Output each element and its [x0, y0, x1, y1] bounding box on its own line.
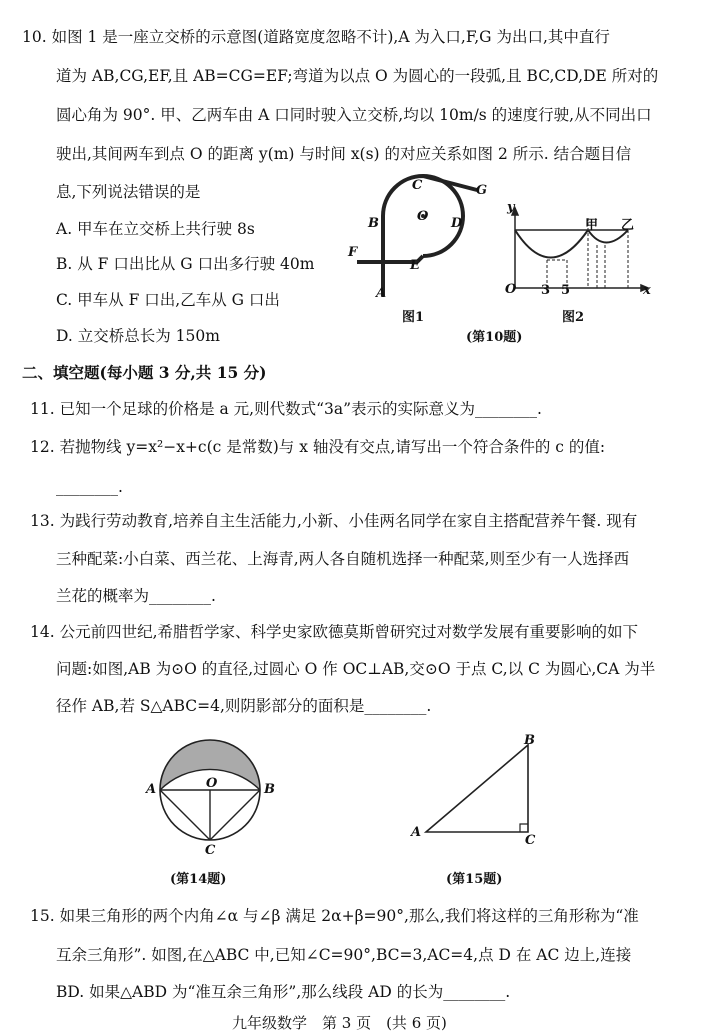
fig1-label-G: G: [476, 183, 488, 198]
q10-option-c: C. 甲车从 F 口出,乙车从 G 口出: [56, 291, 280, 309]
fig2-label-jia: 甲: [585, 218, 599, 233]
q13-line-3: 兰花的概率为________.: [56, 587, 216, 605]
q14-figure: [150, 735, 270, 855]
section-title: 二、填空题(每小题 3 分,共 15 分): [22, 363, 267, 382]
fig1-label-C: C: [412, 178, 423, 193]
q10-line-3: 圆心角为 90°. 甲、乙两车由 A 口同时驶入立交桥,均以 10m/s 的速度行驶,从不同出口: [56, 106, 652, 124]
curve-jia: [515, 230, 588, 258]
q10-option-d: D. 立交桥总长为 150m: [56, 327, 220, 345]
fig1-label-E: E: [410, 258, 420, 273]
q13-line-1: 13. 为践行劳动教育,培养自主生活能力,小新、小佳两名同学在家自主搭配营养午餐. 现有: [30, 512, 638, 530]
q15-caption: (第15题): [446, 872, 503, 887]
fig1-caption: 图1: [402, 310, 425, 325]
q10-option-b: B. 从 F 口出比从 G 口出多行驶 40m: [56, 255, 315, 273]
q14-caption: (第14题): [170, 872, 227, 887]
fig1-label-B: B: [368, 216, 379, 231]
q14-label-B: B: [264, 782, 275, 797]
q10-line-1: 10. 如图 1 是一座立交桥的示意图(道路宽度忽略不计),A 为入口,F,G 为出口,其中直行: [22, 28, 610, 46]
fig2-label-x: x: [643, 283, 651, 298]
q14-line-2: 问题:如图,AB 为⊙O 的直径,过圆心 O 作 OC⊥AB,交⊙O 于点 C,以 C 为圆心,CA 为半: [56, 660, 656, 678]
q10-line-2: 道为 AB,CG,EF,且 AB=CG=EF;弯道为以点 O 为圆心的一段弧,且 BC,CD,DE 所对的: [56, 67, 659, 85]
triangle-ABC: [426, 745, 528, 832]
q15-label-B: B: [524, 733, 535, 748]
q14-line-3: 径作 AB,若 S△ABC=4,则阴影部分的面积是________.: [56, 697, 432, 715]
q15-line-3: BD. 如果△ABD 为“准互余三角形”,那么线段 AD 的长为________.: [56, 983, 511, 1001]
right-angle-mark: [520, 824, 528, 832]
q12-line-1: 12. 若抛物线 y=x²−x+c(c 是常数)与 x 轴没有交点,请写出一个符合条件的 c 的值:: [30, 438, 606, 456]
fig1-label-O: O: [417, 209, 429, 224]
fig1-label-D: D: [451, 216, 463, 231]
q13-line-2: 三种配菜:小白菜、西兰花、上海青,两人各自随机选择一种配菜,则至少有一人选择西: [56, 550, 630, 568]
q10-caption: (第10题): [466, 330, 523, 345]
q14-label-A: A: [146, 782, 157, 797]
q10-line-4: 驶出,其间两车到点 O 的距离 y(m) 与时间 x(s) 的对应关系如图 2 所示. 结合题目信: [56, 145, 632, 163]
fig2-tick-3: 3: [541, 283, 551, 298]
q14-line-1: 14. 公元前四世纪,希腊哲学家、科学史家欧德莫斯曾研究过对数学发展有重要影响的如下: [30, 623, 639, 641]
fig1-label-A: A: [376, 286, 387, 301]
q15-line-2: 互余三角形”. 如图,在△ABC 中,已知∠C=90°,BC=3,AC=4,点 D 在 AC 边上,连接: [56, 946, 632, 964]
q11-line: 11. 已知一个足球的价格是 a 元,则代数式“3a”表示的实际意义为________.: [30, 400, 542, 418]
page-footer: 九年级数学 第 3 页 (共 6 页): [232, 1014, 447, 1032]
q14-label-O: O: [206, 776, 218, 791]
fig2-caption: 图2: [562, 310, 585, 325]
fig2-label-origin: O: [505, 282, 517, 297]
q15-line-1: 15. 如果三角形的两个内角∠α 与∠β 满足 2α+β=90°,那么,我们将这样的三角形称为“准: [30, 907, 639, 925]
q12-line-2: ________.: [56, 478, 123, 496]
q14-label-C: C: [205, 843, 216, 858]
fig1-label-F: F: [348, 245, 358, 260]
q15-label-A: A: [411, 825, 422, 840]
q15-label-C: C: [525, 833, 536, 848]
q10-line-5: 息,下列说法错误的是: [56, 183, 201, 201]
q15-figure: [420, 740, 540, 840]
q10-option-a: A. 甲车在立交桥上共行驶 8s: [56, 220, 255, 238]
fig2-label-y: y: [507, 200, 515, 215]
fig2-label-yi: 乙: [621, 218, 635, 233]
fig2-tick-5: 5: [561, 283, 571, 298]
